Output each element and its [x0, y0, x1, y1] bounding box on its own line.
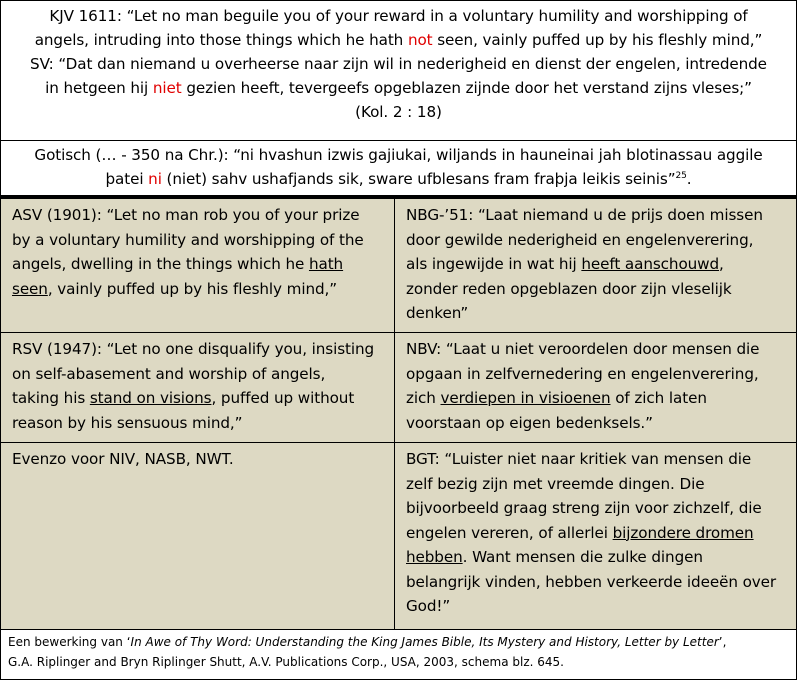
- rsv-line: reason by his sensuous mind,”: [12, 413, 243, 432]
- kjv-line-1: KJV 1611: “Let no man beguile you of your reward in a voluntary humility and worshipping of: [49, 7, 748, 25]
- nbv-text: of zich laten: [610, 389, 707, 407]
- nbv-line: NBV: “Laat u niet veroordelen door mensen die: [406, 340, 760, 358]
- asv-cell: [1, 199, 394, 333]
- sv-highlight-niet: niet: [152, 79, 182, 97]
- nbg-underlined: heeft aanschouwd: [581, 255, 720, 273]
- asv-line: [12, 252, 386, 277]
- sv-line-2: [1, 76, 796, 100]
- nbg-line: door gewilde nederigheid en engelenverering,: [406, 230, 754, 249]
- bgt-underlined: hebben: [406, 548, 463, 566]
- bgt-line: [406, 521, 788, 546]
- bgt-line: belangrijk vinden, hebben verkeerde ideeën over: [406, 572, 777, 591]
- book-title: In Awe of Thy Word: Understanding the King James Bible, Its Mystery and History, Letter by Letter: [130, 635, 719, 649]
- rsv-line: [12, 386, 386, 411]
- bgt-text: . Want mensen die zulke dingen: [462, 548, 703, 566]
- gothic-period: .: [686, 170, 692, 188]
- nbg-cell: [394, 199, 796, 333]
- bgt-line: BGT: “Luister niet naar kritiek van mensen die: [406, 450, 752, 468]
- bgt-cell: [394, 443, 796, 629]
- bgt-text: engelen vereren, of allerlei: [406, 523, 613, 542]
- gothic-translation: [1, 141, 796, 195]
- nbv-text: zich: [406, 389, 441, 407]
- rsv-text: taking his: [12, 389, 90, 407]
- footnote-marker: 25: [675, 170, 687, 181]
- footer-prefix: Een bewerking van ‘: [8, 635, 131, 649]
- asv-underlined: seen: [12, 279, 48, 298]
- bgt-line: bijvoorbeeld graag streng zijn voor zichzelf, die: [406, 499, 762, 517]
- kjv-line-2: [1, 28, 796, 52]
- rsv-text: , puffed up without: [211, 389, 355, 407]
- kjv-highlight-not: not: [407, 31, 433, 49]
- nbg-line: NBG-’51: “Laat niemand u de prijs doen missen: [406, 206, 763, 224]
- nbg-line: [406, 252, 788, 277]
- sv-text: in hetgeen hij: [45, 79, 153, 97]
- nbv-underlined: verdiepen in visioenen: [440, 389, 611, 407]
- rsv-line: on self-abasement and worship of angels,: [12, 364, 326, 383]
- gothic-line-1: Gotisch (… - 350 na Chr.): “ni hvashun izwis gajiukai, wiljands in hauneinai jah blotinassau aggile: [34, 146, 763, 164]
- gothic-highlight-ni: ni: [148, 170, 162, 188]
- sv-line-1: SV: “Dat dan niemand u overheerse naar zijn wil in nederigheid en dienst der engelen, intredende: [30, 55, 767, 73]
- nbv-cell: [394, 333, 796, 443]
- others-cell: [1, 443, 394, 629]
- gothic-text: þatei: [105, 170, 149, 188]
- bgt-line: God!”: [406, 597, 451, 615]
- bgt-line: zelf bezig zijn met vreemde dingen. Die: [406, 474, 705, 493]
- nbv-line: [406, 386, 788, 411]
- asv-text: angels, dwelling in the things which he: [12, 255, 309, 273]
- footer-suffix: ’,: [718, 635, 727, 649]
- bible-reference: (Kol. 2 : 18): [355, 103, 442, 121]
- footer-line-2: G.A. Riplinger and Bryn Riplinger Shutt, A.V. Publications Corp., USA, 2003, schema blz. 645.: [8, 655, 564, 669]
- asv-line: ASV (1901): “Let no man rob you of your prize: [12, 206, 360, 224]
- gothic-line-2: [1, 167, 796, 191]
- rsv-line: RSV (1947): “Let no one disqualify you, insisting: [12, 340, 375, 358]
- sv-text-end: gezien heeft, tevergeefs opgeblazen zijnde door het verstand zijns vleses;”: [181, 79, 752, 97]
- footer-line-1: [8, 632, 796, 652]
- asv-underlined: hath: [308, 255, 344, 273]
- asv-text: , vainly puffed up by his fleshly mind,”: [47, 279, 338, 298]
- source-footer: [1, 629, 796, 679]
- nbv-line: voorstaan op eigen bedenksels.”: [406, 413, 653, 432]
- translation-grid: [1, 199, 796, 629]
- others-line: Evenzo voor NIV, NASB, NWT.: [12, 450, 234, 468]
- rsv-cell: [1, 333, 394, 443]
- bgt-line: [406, 545, 788, 570]
- bgt-underlined: bijzondere dromen: [612, 523, 754, 542]
- kjv-sv-comparison: [1, 1, 796, 141]
- asv-line: [12, 277, 386, 302]
- nbg-line: zonder reden opgeblazen door zijn vleselijk: [406, 279, 732, 298]
- rsv-underlined: stand on visions: [89, 389, 212, 407]
- gothic-text-end: (niet) sahv ushafjands sik, sware ufblesans fram fraþja leikis seinis”: [161, 170, 676, 188]
- nbg-text: als ingewijde in wat hij: [406, 255, 582, 273]
- kjv-text-end: seen, vainly puffed up by his fleshly mind,”: [432, 31, 763, 49]
- nbg-line: denken”: [406, 304, 469, 322]
- asv-line: by a voluntary humility and worshipping of the: [12, 230, 364, 249]
- nbv-line: opgaan in zelfvernedering en engelenverering,: [406, 364, 759, 383]
- kjv-text: angels, intruding into those things which he hath: [34, 31, 408, 49]
- nbg-text: ,: [719, 255, 724, 273]
